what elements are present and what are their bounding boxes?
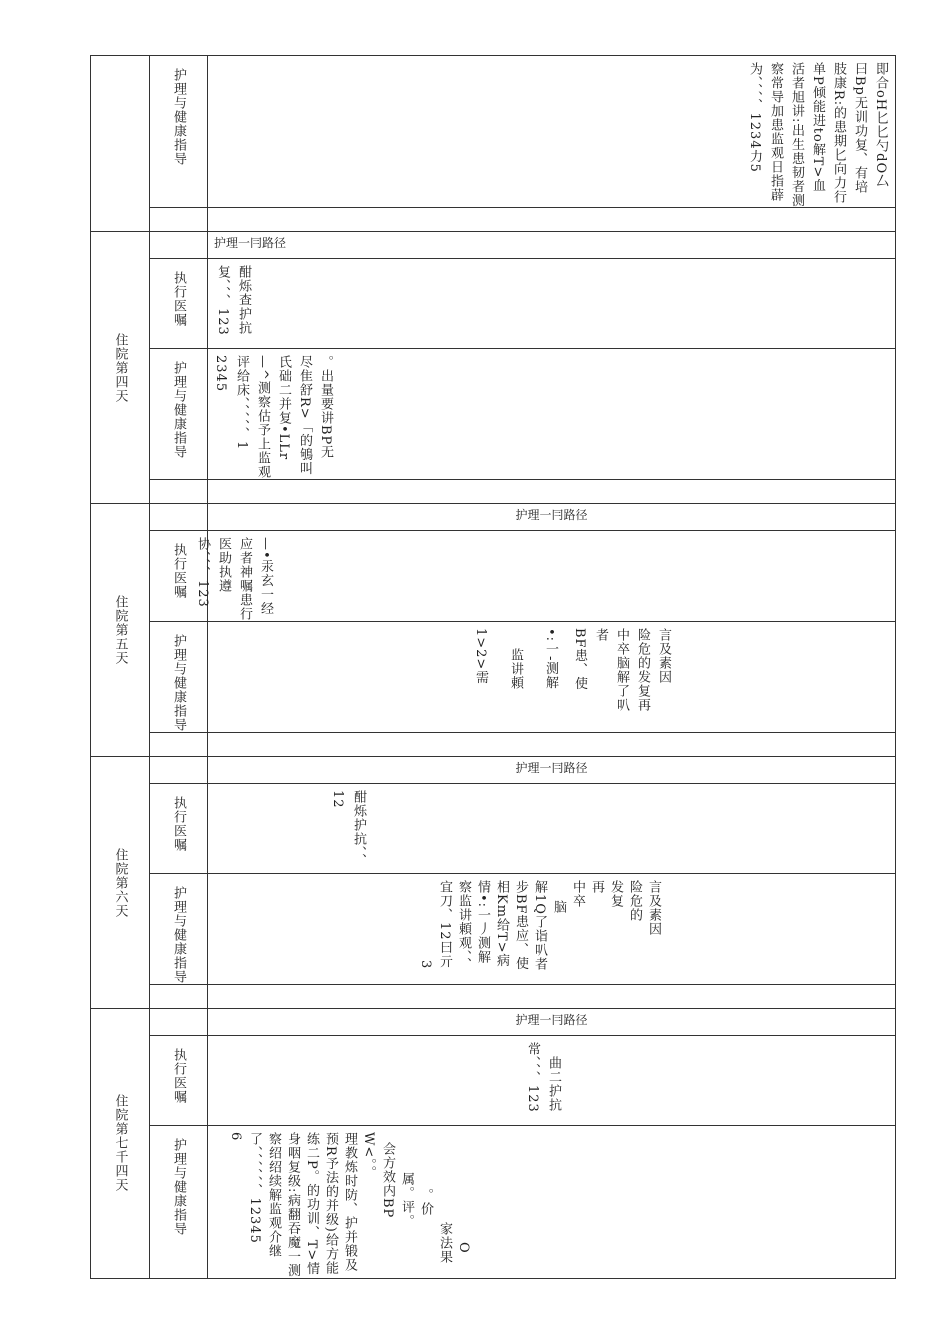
row-label-text: 护理与健康指导	[171, 634, 186, 733]
text-column: 会方效内BP	[380, 1142, 395, 1219]
row-label-text: 护理与健康指导	[171, 886, 186, 985]
text-column: 医助执遵	[216, 537, 231, 594]
nursing-content	[208, 622, 896, 733]
text-column: 步BF患应、使	[513, 880, 528, 971]
text-column: 肢康R:的患期匕向力行	[831, 62, 846, 205]
text-column: 常、、、123	[525, 1042, 540, 1114]
text-column: 理教炼时防、护并锻及	[342, 1132, 357, 1273]
blank-cell	[150, 1009, 208, 1036]
text-column: 脑	[551, 900, 566, 915]
nursing-content	[208, 349, 896, 480]
day-label: 住院第六天	[112, 847, 128, 918]
day-label: 住院第五天	[112, 595, 128, 666]
text-column: 尽隹舒R>「的鴝叫	[297, 355, 312, 477]
text-column: 2345	[213, 355, 228, 393]
text-column: 为、、、、1234力5	[747, 62, 762, 173]
day-label-cell	[91, 1009, 150, 1278]
exec-content	[208, 259, 896, 349]
text-column: 监讲頼	[508, 648, 523, 691]
text-column: 1>2>需	[473, 628, 488, 685]
pathway-title: 护理一冃路径	[515, 1013, 588, 1028]
row-label-text: 执行医嘱	[171, 1048, 186, 1105]
row-label-exec	[150, 784, 208, 874]
blank-cell	[150, 733, 208, 757]
row-label-text: 执行医嘱	[171, 796, 186, 853]
nursing-content	[208, 56, 896, 208]
text-column: 险危的	[627, 880, 642, 923]
text-column: 3	[418, 960, 433, 970]
blank-cell	[150, 480, 208, 504]
text-column: 氏础二并复•LLr	[276, 355, 291, 461]
text-column: 练二P。的功训、T>情	[304, 1132, 319, 1276]
text-column: •:一-测解	[543, 628, 558, 690]
pathway-title: 护理一冃路径	[214, 236, 287, 251]
row-label-text: 护理与健康指导	[171, 68, 186, 166]
text-column: 曲二护抗	[546, 1056, 561, 1113]
pathway-title: 护理一冃路径	[515, 508, 588, 523]
row-label-text: 执行医嘱	[171, 271, 186, 328]
blank-cell	[208, 208, 896, 232]
text-column: 中卒	[570, 880, 585, 909]
text-column: W<。。	[361, 1132, 376, 1181]
day-label-cell	[91, 757, 150, 1009]
row-label-text: 护理与健康指导	[171, 1138, 186, 1237]
row-label-nursing	[150, 622, 208, 733]
text-column: 。出量要讲BP无	[318, 355, 333, 460]
day-cell-top	[91, 56, 150, 232]
blank-cell	[208, 733, 896, 757]
text-column: 者	[593, 628, 608, 643]
text-column: 险危的发复再	[635, 628, 650, 713]
text-column: 察绍绍续解监观介继	[266, 1132, 281, 1259]
row-label-text: 护理与健康指导	[171, 361, 186, 460]
pathway-header	[208, 232, 896, 259]
text-column: 酣烁护抗、、	[351, 790, 366, 868]
exec-content	[195, 531, 896, 622]
text-column: —•汞玄一经	[258, 537, 273, 616]
text-column: 情•:一丿测解	[475, 880, 490, 965]
blank-cell	[150, 208, 208, 232]
pathway-header	[208, 1009, 896, 1036]
day-label: 住院第七千四天	[112, 1094, 128, 1193]
pathway-header	[208, 504, 896, 531]
day-label: 住院第四天	[112, 332, 128, 403]
pathway-header	[208, 757, 896, 784]
row-label-exec	[150, 1036, 208, 1126]
text-column: 察监讲頼观、、	[456, 880, 471, 972]
text-column: 酣烁查护抗	[236, 265, 251, 336]
text-column: 言及素因	[656, 628, 671, 685]
nursing-content	[208, 874, 896, 985]
text-column: 即合oH匕匕勺dO厶	[873, 62, 888, 189]
row-label-nursing	[150, 349, 208, 480]
text-column: 评给床、、、、、1	[234, 355, 249, 451]
blank-cell	[150, 757, 208, 784]
text-column: 宜刀、12曰亓	[437, 880, 452, 969]
text-column: 应者神嘱患行	[237, 537, 252, 622]
text-column: 单P倾能进to解T>血	[810, 62, 825, 193]
text-column: —^测察估予上监观	[255, 355, 270, 480]
text-column: 身咽复级:病翻吞魔一测	[285, 1132, 300, 1278]
text-column: 6	[228, 1132, 243, 1142]
text-column: 12	[330, 790, 345, 809]
text-column: 预R予法的并级)给方能	[323, 1132, 338, 1276]
blank-cell	[208, 985, 896, 1009]
row-label-nursing	[150, 1126, 208, 1278]
text-column: O	[456, 1242, 471, 1254]
blank-cell	[150, 985, 208, 1009]
text-column: BF患、使	[572, 628, 587, 691]
blank-cell	[208, 480, 896, 504]
row-label-nursing	[150, 56, 208, 208]
text-column: 协、、、123	[195, 537, 210, 609]
nursing-pathway-table	[90, 55, 896, 1279]
day-label-cell	[91, 232, 150, 504]
row-label-exec	[150, 259, 208, 349]
exec-content	[208, 1036, 896, 1126]
text-column: 家法果	[437, 1222, 452, 1265]
blank-cell	[150, 504, 208, 531]
text-column: 察常导加患监观日指薜	[768, 62, 783, 202]
text-column: 再	[589, 880, 604, 895]
text-column: 解1Q了诣叭者	[532, 880, 547, 972]
text-column: 。价	[418, 1188, 433, 1217]
row-label-nursing	[150, 874, 208, 985]
row-label-text: 执行医嘱	[171, 543, 186, 600]
text-column: 发复	[608, 880, 623, 909]
text-column: 了、、、、、、12345	[247, 1132, 262, 1245]
day-label-cell	[91, 504, 150, 757]
blank-cell	[150, 232, 208, 259]
text-column: 言及素因	[646, 880, 661, 937]
text-column: 活者旭讲:出生患韧者测	[789, 62, 804, 208]
text-column: 复、、、123	[215, 265, 230, 337]
text-column: 相Km给T>病	[494, 880, 509, 968]
text-column: 中卒脑解了叭	[614, 628, 629, 713]
exec-content	[208, 784, 896, 874]
text-column: 曰Bp无训功复、有培	[852, 62, 867, 194]
pathway-title: 护理一冃路径	[515, 761, 588, 776]
nursing-content	[208, 1126, 896, 1278]
text-column: 属。评。	[399, 1172, 414, 1229]
